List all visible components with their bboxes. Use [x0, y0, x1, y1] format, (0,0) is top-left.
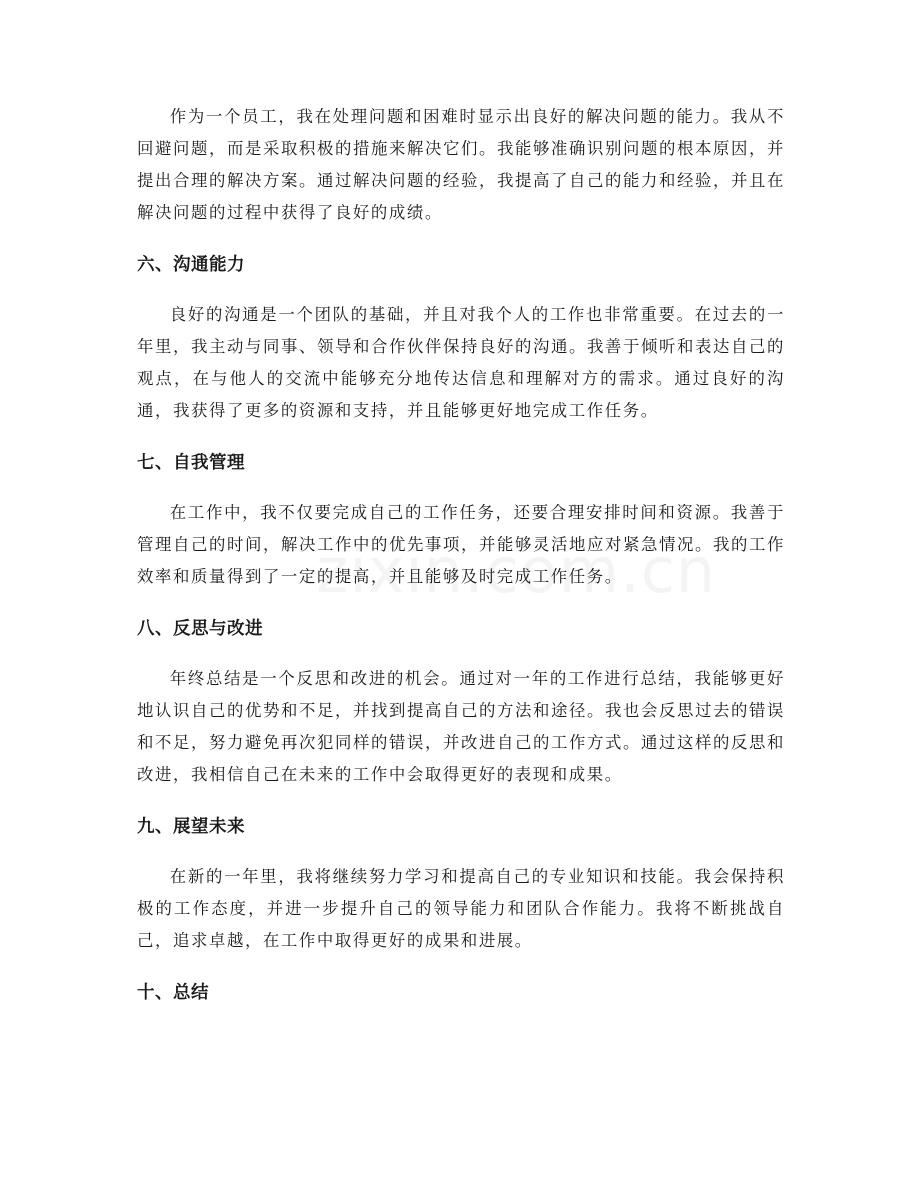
spacer — [137, 229, 785, 249]
spacer — [137, 281, 785, 299]
spacer — [137, 957, 785, 977]
paragraph: 在工作中，我不仅要完成自己的工作任务，还要合理安排时间和资源。我善于管理自己的时间，解决工作中的优先事项，并能够灵活地应对紧急情况。我的工作效率和质量得到了一定的提高，并且能够及时完成工作任务。 — [137, 503, 785, 586]
spacer — [137, 427, 785, 447]
section-heading: 六、沟通能力 — [137, 255, 245, 275]
spacer — [137, 843, 785, 861]
document-body — [137, 101, 785, 1009]
section-heading: 八、反思与改进 — [137, 619, 263, 639]
spacer — [137, 791, 785, 811]
paragraph: 良好的沟通是一个团队的基础，并且对我个人的工作也非常重要。在过去的一年里，我主动与同事、领导和合作伙伴保持良好的沟通。我善于倾听和表达自己的观点，在与他人的交流中能够充分地传达信息和理解对方的需求。通过良好的沟通，我获得了更多的资源和支持，并且能够更好地完成工作任务。 — [137, 305, 785, 420]
paragraph: 作为一个员工，我在处理问题和困难时显示出良好的解决问题的能力。我从不回避问题，而是采取积极的措施来解决它们。我能够准确识别问题的根本原因，并提出合理的解决方案。通过解决问题的经验，我提高了自己的能力和经验，并且在解决问题的过程中获得了良好的成绩。 — [137, 107, 785, 222]
section-heading: 七、自我管理 — [137, 453, 245, 473]
spacer — [137, 645, 785, 663]
paragraph: 年终总结是一个反思和改进的机会。通过对一年的工作进行总结，我能够更好地认识自己的优势和不足，并找到提高自己的方法和途径。我也会反思过去的错误和不足，努力避免再次犯同样的错误，并改进自己的工作方式。通过这样的反思和改进，我相信自己在未来的工作中会取得更好的表现和成果。 — [137, 669, 785, 784]
section-heading: 十、总结 — [137, 983, 209, 1003]
spacer — [137, 593, 785, 613]
spacer — [137, 479, 785, 497]
section-heading: 九、展望未来 — [137, 817, 245, 837]
paragraph: 在新的一年里，我将继续努力学习和提高自己的专业知识和技能。我会保持积极的工作态度，并进一步提升自己的领导能力和团队合作能力。我将不断挑战自己，追求卓越，在工作中取得更好的成果和进展。 — [137, 867, 785, 950]
